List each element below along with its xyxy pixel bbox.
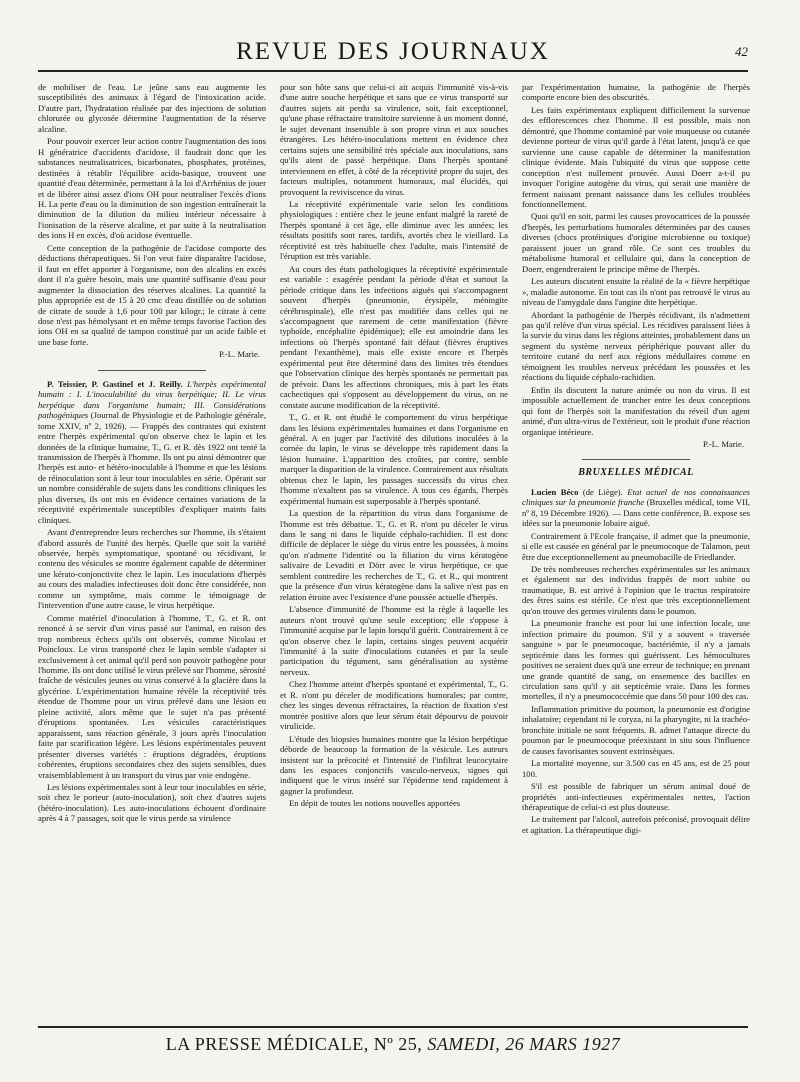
paragraph: Enfin ils discutent la nature animée ou non du virus. Il est impossible actuellement de trancher entre les deux conceptions qui font de l'herpès soit la manifestation du réveil d'un agent animé, d'un ultra-virus de l'extérieur, soit le produit d'une réaction organique intérieure. bbox=[522, 384, 750, 437]
article-authors: Lucien Béco bbox=[531, 486, 579, 497]
paragraph: Au cours des états pathologiques la réceptivité expérimentale est variable : exagérée pendant la période d'état et surtout la période critique dans les infections aiguës qui s'accompagnent souvent d'herpès (pneumonie, érysipèle, méningite cérébrospinale), elle n'est pas modifiée dans celles qui ne s'accompagnent que rarement de cette manifestation (fièvre typhoïde, encéphalite épidémique); elle est amoindrie dans les infections où l'herpès spontané fait défaut (fièvres éruptives pendant l'exanthème), mais elle existe encore et l'herpès expérimental peut être déterminé dans des limites très étendues que l'observation clinique des herpès spontanés ne permettait pas de prévoir. Dans les affections chroniques, mis à part les états cachectiques qui s'opposent au développement du virus, on ne constate aucune modification de la réceptivité. bbox=[280, 263, 508, 410]
paragraph: Avant d'entreprendre leurs recherches sur l'homme, ils s'étaient d'abord assurés de l'unité des herpès. Quelle que soit la variété observée, herpès symptomatique, spontané ou récidivant, le contenu des vésicules se montre également capable de déterminer une kérato-conjonctivite chez le lapin. Les inoculations d'herpès au cours des maladies infectieuses doit donc être considérée, non comme un symptôme, mais comme le témoignage de l'intervention d'une autre cause, le virus herpétique. bbox=[38, 527, 266, 611]
column-left bbox=[38, 82, 266, 1014]
paragraph: Le traitement par l'alcool, autrefois préconisé, provoquait délire et agitation. La thérapeutique digi- bbox=[522, 814, 750, 835]
paragraph: Pour pouvoir exercer leur action contre l'augmentation des ions H génératrice d'accidents d'acidose, il faudrait donc que les substances neutralisatrices, bicarbonates, phosphates, protéines, destinées à rétablir l'équilibre acido-basique, trouvent une quantité d'eau déterminée, permettant à la loi d'Arrhénius de jouer et de libérer ainsi assez d'ions OH pour neutraliser l'excès d'ions H. La perte d'eau ou la diminution de son ingestion entraînerait la diminution de la dilution du milieu intérieur nécessaire à l'ionisation de la réserve alcaline, et par suite à la neutralisation des ions H en excès, d'où acidose éventuelle. bbox=[38, 136, 266, 241]
paragraph: Contrairement à l'Ecole française, il admet que la pneumonie, si elle est causée en général par le pneumocoque de Talamon, peut être due exceptionnellement au pneumobacille de Friedlander. bbox=[522, 530, 750, 562]
paragraph: Cette conception de la pathogénie de l'acidose comporte des déductions thérapeutiques. Si l'on veut faire disparaître l'acidose, il faut en effet apporter à l'organisme, non des alcalins en excès dont il n'a guère besoin, mais une quantité suffisante d'eau pour augmenter la dissociation des réserves alcalines. La quantité la plus appropriée est de 15 à 20 cmc d'eau distillée ou de solution de citrate de soude à 1,6 pour 100 par kilogr.; le citrate à cette dose n'est pas hémolysant et en même temps favorise l'action des ions OH en sa qualité de tampon constitué par un acide faible et une base forte. bbox=[38, 242, 266, 347]
paragraph: Les lésions expérimentales sont à leur tour inoculables en série, soit chez le porteur (auto-inoculation), soit chez d'autres sujets (hétéro-inoculation). Les auto-inoculations échouent d'ordinaire après 4 à 7 passages, soit que le virus perde sa virulence bbox=[38, 782, 266, 824]
signature: P.-L. Marie. bbox=[218, 349, 260, 360]
page-header bbox=[38, 36, 748, 72]
signature: P.-L. Marie. bbox=[702, 438, 744, 449]
article-reference: (Journal de Physiologie et de Pathologie générale, tome XXIV, nº 2, 1926). — Frappés des contrastes qui existent entre l'herpès expérimental qu'on observe chez le lapin et les données de la clinique humaine, T., G. et R. dès 1922 ont tenté la transmission de l'herpès à l'homme. Ils ont pu ainsi démontrer que l'herpès est auto- et hétéro-inoculable à l'homme et que les lésions de réinoculation sont à leur tour inoculables en série. Opérant sur un nombre considérable de sujets dans les conditions cliniques les plus diverses, ils ont mis en évidence certaines variations de la réceptivité expérimentale susceptibles d'expliquer maints faits cliniques. bbox=[38, 410, 266, 525]
article-lead bbox=[38, 379, 266, 525]
paragraph: Quoi qu'il en soit, parmi les causes provocatrices de la poussée d'herpès, les perturbations humorales déterminées par des causes diverses (chocs protéiniques d'origine microbienne ou toxique) paraissent jouer un grand rôle. Ce sont ces troubles du métabolisme humoral et cellulaire qui, dans la conception de Doerr, engendreraient le principe même de l'herpès. bbox=[522, 211, 750, 274]
paragraph: La réceptivité expérimentale varie selon les conditions physiologiques : entière chez le jeune enfant malgré la rareté de l'herpès spontané à cet âge, elle diminue avec les années; les résultats positifs sont rares, tardifs, avortés chez le vieillard. La réceptivité est très habituelle chez l'adulte, mais l'intensité de l'éruption est très variable. bbox=[280, 198, 508, 262]
article-reference: (Bruxelles médical, tome VII, nº 8, 19 Décembre 1926). — Dans cette conférence, B. expose ses idées sur la pneumonie lobaire aiguë. bbox=[522, 497, 750, 529]
page-number: 42 bbox=[735, 44, 748, 59]
paragraph: Comme matériel d'inoculation à l'homme, T., G. et R. ont renoncé à se servir d'un virus passé sur l'animal, en raison des trop nombreux échecs qu'ils ont observés, comme Nicolau et Poincloux. Le virus transporté chez le lapin semble s'adapter si exclusivement à cet animal qu'il perd son pouvoir pathogène pour l'homme. Ils ont donc utilisé le virus prélevé sur l'homme, sérosité fraîche de vésicules jeunes ou virus conservé à la glacière dans la glycérine. L'expérimentation humaine révèle la réceptivité très étendue de l'homme pour un virus prélevé dans une lésion en pleine activité, alors même que le sujet n'a pas présenté d'éruptions spontanées. Les vésicules caractéristiques apparaissent, sans réaction générale, 3 jours après l'inoculation faite par scarification légère. Les lésions expérimentales peuvent présenter diverses variétés : éruptions dégradées, éruptions cohérentes, éruptions secondaires chez des sujets sensibles, dues vraisemblablement à un transport du virus par voie endogène. bbox=[38, 612, 266, 780]
paragraph: La mortalité moyenne, sur 3.500 cas en 45 ans, est de 25 pour 100. bbox=[522, 758, 750, 779]
footer-journal: LA PRESSE MÉDICALE, Nº 25, bbox=[165, 1034, 423, 1054]
paragraph: L'absence d'immunité de l'homme est la règle à laquelle les auteurs n'ont trouvé qu'une seule exception; elle s'oppose à l'immunité acquise par le lapin lorsqu'il guérit. Contrairement à ce qu'on observe chez le lapin, certains singes peuvent acquérir l'immunité à la suite d'inoculations cutanées et par la seule participation du tégument, sans généralisation au système nerveux. bbox=[280, 604, 508, 677]
column-right bbox=[522, 82, 750, 1014]
paragraph: La question de la répartition du virus dans l'organisme de l'homme est très débattue. T., G. et R. n'ont pu déceler le virus dans le sang ni dans le liquide céphalo-rachidien. Il est donc difficile de déplacer le siège du virus entre les poussées, à moins qu'on n'admette l'identité ou la filiation du virus kératogène salivaire de Levaditi et Dörr avec le virus herpétique, ce que semblent contredire les recherches de T., G. et R., qui montrent que la présence d'un virus kératogène dans la salive n'est pas en relation étroite avec l'existence d'une poussée actuelle d'herpès. bbox=[280, 508, 508, 602]
paragraph: L'étude des biopsies humaines montre que la lésion herpétique déborde de beaucoup la formation de la vésicule. Les auteurs insistent sur la précocité et l'intensité de l'infiltrat leucocytaire dans les espaces conjonctifs vasculo-nerveux, signes qui indiquent que le virus inséré sur l'épiderme tend rapidement à gagner la profondeur. bbox=[280, 733, 508, 796]
paragraph: pour son hôte sans que celui-ci ait acquis l'immunité vis-à-vis d'une autre souche herpétique et sans que ce virus transporté sur d'autres sujets ait perdu sa virulence, soit, fait exceptionnel, qu'une phase réfractaire transitoire survienne à un moment donné, le sujet devenant insensible à son propre virus et aux souches étrangères. Les hétéro-inoculations mettent en évidence chez certains sujets une sensibilité très spéciale aux inoculations, sans qu'ils aient de passé herpétique. Dans l'herpès spontané interviennent en effet, à côté de la réceptivité propre du sujet, des facteurs multiples, notamment humoraux, mal élucidés, qui provoquent la reviviscence du virus. bbox=[280, 82, 508, 197]
paragraph: S'il est possible de fabriquer un sérum animal doué de propriétés anti-infectieuses expérimentales nettes, l'action thérapeutique de celui-ci est plus douteuse. bbox=[522, 781, 750, 812]
footer-date: SAMEDI, 26 MARS 1927 bbox=[427, 1034, 621, 1054]
column-middle bbox=[280, 82, 508, 1014]
article-authors: P. Teissier, P. Gastinel et J. Reilly. bbox=[47, 378, 183, 389]
paragraph: La pneumonie franche est pour lui une infection locale, une infection primaire du poumon. S'il y a souvent « traversée sanguine » par le pneumocoque, bactériémie, il n'y a jamais septicémie dans les formes qui guérissent. Les hémocultures positives ne seraient dues qu'à une erreur de technique; en prenant une grande quantité de sang, on ensemence des bacilles en circulation sans qu'il y ait septicémie vraie. Dans les formes mortelles, il n'y a pneumococcémie que dans 50 pour 100 des cas. bbox=[522, 618, 750, 702]
paragraph: T., G. et R. ont étudié le comportement du virus herpétique dans les lésions expérimentales humaines et dans l'organisme en général. A en juger par l'activité des dilutions inoculées à la cornée du lapin, le virus se développe très rapidement dans la lésion humaine. L'apparition des croûtes, par contre, semble marquer la disparition de la virulence. Contrairement aux résultats obtenus chez le lapin, les passages successifs du virus chez l'homme n'exaltent pas sa virulence. A tous ces égards, l'herpès expérimental humain est superposable à l'herpès spontané. bbox=[280, 412, 508, 506]
article-title: L'herpès expérimental humain : I. L'inoculabilité du virus herpétique; II. Le virus herpétique dans l'organisme humain; III. Considérations pathogéniques bbox=[38, 378, 266, 421]
page-footer bbox=[38, 1026, 748, 1060]
paragraph: Abordant la pathogénie de l'herpès récidivant, ils n'admettent pas qu'il relève d'un virus spécial. Les récidives paraissent liées à la survie du virus dans les régions atteintes, probablement dans un segment du système nerveux périphérique pouvant aller du territoire cutané du nerf aux régions médullaires comme en témoignent les troubles nerveux précédant les poussées et les réactions du liquide céphalo-rachidien. bbox=[522, 309, 750, 383]
article-lead bbox=[522, 487, 750, 529]
running-title: REVUE DES JOURNAUX bbox=[236, 38, 550, 65]
separator-rule bbox=[582, 459, 690, 460]
paragraph: En dépit de toutes les notions nouvelles apportées bbox=[289, 798, 461, 809]
separator-rule bbox=[98, 370, 206, 371]
article-authors-location: (de Liège). bbox=[582, 486, 623, 497]
paragraph: Chez l'homme atteint d'herpès spontané et expérimental, T., G. et R. n'ont pu déceler de modifications humorales; par contre, chez les singes devenus réfractaires, la réaction de fixation s'est montrée positive alors que leur sérum était dépourvu de pouvoir virulicide. bbox=[280, 679, 508, 732]
paragraph: Les auteurs discutent ensuite la réalité de la « fièvre herpétique », maladie autonome. En tout cas ils n'ont pas retrouvé le virus au niveau de l'amygdale dans l'angine dite herpétique. bbox=[522, 276, 750, 308]
paragraph: Les faits expérimentaux expliquent difficilement la survenue des efflorescences chez l'homme. Il est possible, mais non démontré, que l'homme contaminé par voie muqueuse ou cutanée devienne porteur de virus qu'il garde à l'état latent, jusqu'à ce que survienne une cause capable de déterminer la manifestation clinique évidente. Mais l'ubiquité du virus que suppose cette conception n'est nullement prouvée. Aussi Doerr a-t-il pu invoquer l'origine autogène du virus, qui serait une manière de ferment naissant prenant naissance dans les cellules troublées fonctionnellement. bbox=[522, 104, 750, 209]
paragraph: par l'expérimentation humaine, la pathogénie de l'herpès comporte encore bien des obscurités. bbox=[522, 82, 750, 103]
paragraph: Inflammation primitive du poumon, la pneumonie est d'origine inhalatoire; cependant ni le coryza, ni la pharyngite, ni la trachéo-bronchite initiale ne sont fréquents. B. admet l'attaque directe du poumon par le pneumocoque préexistant in situ sous l'influence de causes favorisantes souvent extrinsèques. bbox=[522, 703, 750, 756]
paragraph: de mobiliser de l'eau. Le jeûne sans eau augmente les susceptibilités des animaux à l'égard de l'intoxication acide. D'autre part, l'hydratation réalisée par des injections de solution chlorurée ou glycosée détermine l'augmentation de la réserve alcaline. bbox=[38, 82, 266, 134]
article-title: Etat actuel de nos connaissances cliniques sur la pneumonie franche bbox=[522, 486, 750, 508]
section-heading: BRUXELLES MÉDICAL bbox=[578, 467, 694, 479]
paragraph: De très nombreuses recherches expérimentales sur les animaux et également sur des individus frappés de mort subite ou traumatique, B. est arrivé à l'opinion que le tractus respiratoire des êtres sains est stérile. Ce n'est que très exceptionnellement qu'on trouve des germes virulents dans le poumon. bbox=[522, 564, 750, 616]
